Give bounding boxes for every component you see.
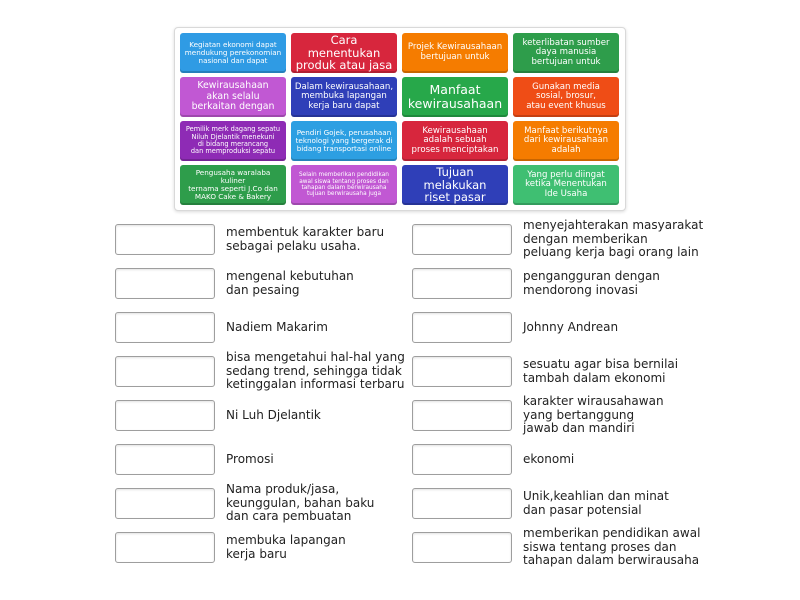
tile-label: Tujuan melakukan riset pasar [423, 165, 487, 205]
tile-label: keterlibatan sumber daya manusia bertujuan untuk [522, 37, 610, 67]
draggable-tiles-panel [174, 27, 626, 211]
answer-label: Promosi [226, 451, 274, 466]
drop-slot[interactable] [115, 312, 215, 343]
draggable-tile[interactable] [513, 165, 619, 205]
tile-label: Projek Kewirausahaan bertujuan untuk [407, 42, 503, 62]
tile-label: Kegiatan ekonomi dapat mendukung perekonomian nasional dan dapat [184, 39, 282, 66]
drop-slot[interactable] [115, 532, 215, 563]
answer-label: Nadiem Makarim [226, 319, 328, 334]
answer-label: pengangguran dengan mendorong inovasi [523, 269, 660, 297]
answer-label: memberikan pendidikan awal siswa tentang proses dan tahapan dalam berwirausaha [523, 526, 701, 568]
drop-slot[interactable] [412, 488, 512, 519]
draggable-tile[interactable] [513, 33, 619, 73]
answer-label: sesuatu agar bisa bernilai tambah dalam ekonomi [523, 357, 679, 385]
tile-label: Kewirausahaan adalah sebuah proses menciptakan [411, 125, 499, 155]
answer-label: Ni Luh Djelantik [226, 407, 321, 422]
tile-label: Dalam kewirausahaan, membuka lapangan kerja baru dapat [294, 81, 394, 111]
drop-slot[interactable] [115, 356, 215, 387]
tile-label: Pengusaha waralaba kuliner ternama seperti J.Co dan MAKO Cake & Bakery [188, 167, 278, 202]
answer-label: ekonomi [523, 451, 575, 466]
draggable-tile[interactable] [291, 121, 397, 161]
draggable-tile[interactable] [402, 121, 508, 161]
answer-label: Johnny Andrean [523, 319, 619, 334]
drop-slot[interactable] [412, 400, 512, 431]
drop-slot[interactable] [412, 268, 512, 299]
tile-label: Cara menentukan produk atau jasa [295, 33, 393, 73]
drop-slot[interactable] [115, 224, 215, 255]
draggable-tile[interactable] [291, 33, 397, 73]
answer-label: menyejahterakan masyarakat dengan memberikan peluang kerja bagi orang lain [523, 218, 704, 260]
drop-slot[interactable] [115, 268, 215, 299]
tile-label: Gunakan media sosial, brosur, atau event khusus [526, 81, 606, 111]
drop-slot[interactable] [115, 400, 215, 431]
tile-label: Kewirausahaan akan selalu berkaitan dengan [191, 80, 275, 113]
draggable-tile[interactable] [513, 121, 619, 161]
draggable-tile[interactable] [402, 165, 508, 205]
tile-label: Manfaat kewirausahaan [407, 82, 503, 111]
draggable-tile[interactable] [180, 33, 286, 73]
drop-slot[interactable] [412, 224, 512, 255]
drop-slot[interactable] [412, 444, 512, 475]
drop-slot[interactable] [412, 312, 512, 343]
draggable-tile[interactable] [180, 121, 286, 161]
answer-label: Unik,keahlian dan minat dan pasar potensial [523, 489, 669, 517]
drop-slot[interactable] [115, 444, 215, 475]
drop-slot[interactable] [412, 356, 512, 387]
answer-label: karakter wirausahawan yang bertanggung jawab dan mandiri [523, 394, 664, 436]
draggable-tile[interactable] [291, 77, 397, 117]
draggable-tile[interactable] [402, 77, 508, 117]
answer-label: membentuk karakter baru sebagai pelaku usaha. [226, 225, 385, 253]
draggable-tile[interactable] [402, 33, 508, 73]
draggable-tile[interactable] [291, 165, 397, 205]
answer-label: membuka lapangan kerja baru [226, 533, 346, 561]
draggable-tile[interactable] [180, 77, 286, 117]
tile-label: Pemilik merk dagang sepatu Niluh Djelantik menekuni di bidang merancang dan memproduksi sepatu [185, 125, 281, 156]
drop-slot[interactable] [115, 488, 215, 519]
answer-label: mengenal kebutuhan dan pesaing [226, 269, 354, 297]
drop-slot[interactable] [412, 532, 512, 563]
tile-label: Pendiri Gojek, perusahaan teknologi yang bergerak di bidang transportasi online [295, 127, 393, 154]
answer-label: bisa mengetahui hal-hal yang sedang trend, sehingga tidak ketinggalan informasi terbaru [226, 350, 405, 392]
tile-label: Yang perlu diingat ketika Menentukan Ide Usaha [525, 169, 607, 199]
draggable-tile[interactable] [180, 165, 286, 205]
tile-label: Selain memberikan pendidikan awal siswa tentang proses dan tahapan dalam berwirausaha tujuan berwirausaha juga [299, 172, 389, 198]
tile-label: Manfaat berikutnya dari kewirausahaan adalah [523, 125, 609, 155]
draggable-tile[interactable] [513, 77, 619, 117]
answer-label: Nama produk/jasa, keunggulan, bahan baku dan cara pembuatan [226, 482, 375, 524]
